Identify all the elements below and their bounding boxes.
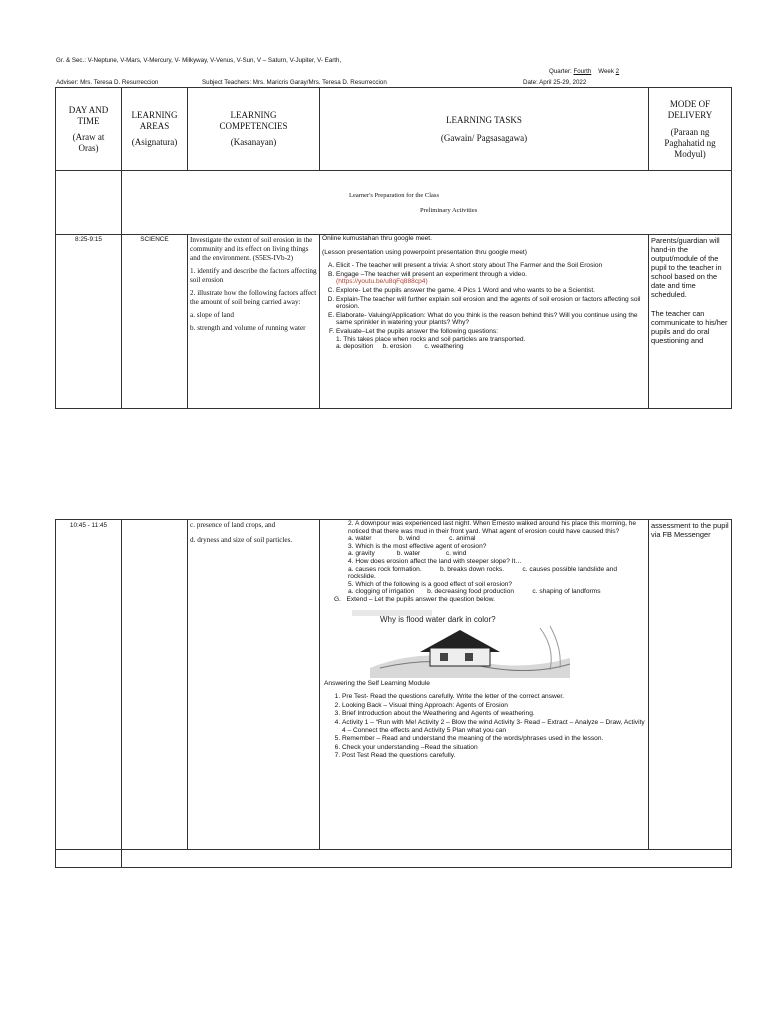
row3-empty [122, 850, 732, 868]
task-extend: G. Extend – Let the pupils answer the question below. [334, 595, 495, 603]
row2-mode: assessment to the pupil via FB Messenger [649, 520, 732, 850]
flood-caption: Why is flood water dark in color? [380, 614, 496, 624]
row1-area: SCIENCE [122, 235, 188, 409]
task-elicit: A. Elicit - The teacher will present a trivia: A short story about The Farmer and the Soil Erosion [336, 262, 646, 270]
task-elaborate: E. Elaborate- Valuing/Application: What do you think is the reason behind this? Will you continue using the same sprinkler in watering your plants? Why? [336, 312, 646, 327]
quarter-value: Fourth [573, 68, 592, 75]
col-mode: MODE OF DELIVERY (Paraan ng Paghahatid ng Modyul) [649, 88, 732, 171]
grade-section: Gr. & Sec.: V-Neptune, V-Mars, V-Mercury, V- Milkyway, V-Venus, V-Sun, V – Saturn, V-Jupiter, V- Earth, [56, 57, 342, 64]
row1-time: 8:25-9:15 [56, 235, 122, 409]
col-tasks: LEARNING TASKS (Gawain/ Pagsasagawa) [320, 88, 649, 171]
col-day-time: DAY AND TIME (Araw at Oras) [56, 88, 122, 171]
row3-time [56, 850, 122, 868]
col-competencies: LEARNING COMPETENCIES (Kasanayan) [188, 88, 320, 171]
plan-table-page1 [55, 87, 732, 409]
row1-competencies: Investigate the extent of soil erosion in the community and its effect on living things and the environment. (S5ES-IVb-2) 1. identify and describe the factors affecting soil erosion 2. illustrate how the following factors affect the amount of soil being carried away: a. slope of land b. strength and volume of running water [188, 235, 320, 409]
row1-tasks: Online kumustahan thru google meet. (Lesson presentation using powerpoint presentation thru google meet) A. Elicit - The teacher will present a trivia: A short story about The Farmer and the Soil Erosion B. Engage –The teacher will present an experiment through a video. (https://youtu.be/u8qFq888cp4) C. Explore- Let the pupils answer the game. 4 Pics 1 Word and who wants to be a Scientist. D. Explain-The teacher will further explain soil erosion and the agents of soil erosion or factors affecting soil erosion. E. Elaborate- Valuing/Application: What do you think is the reason behind this? Will you continue using the same sprinkler in watering your plants? Why? F. Evaluate–Let the pupils answer the following questions: 1. This takes place when rocks and soil particles are transported. a. deposition b. erosion c. weathering [320, 235, 649, 409]
prep-empty-cell [56, 171, 122, 235]
self-learning-title: Answering the Self Learning Module [324, 679, 430, 687]
quarter-week [549, 68, 619, 75]
task-explain: D. Explain-The teacher will further explain soil erosion and the agents of soil erosion or factors affecting soil erosion. [336, 296, 646, 311]
quarter-label: Quarter: [549, 68, 572, 75]
prep-title: Learner's Preparation for the Class [349, 191, 439, 199]
week-label: Week [598, 68, 614, 75]
week-value: 2 [615, 68, 620, 75]
plan-table-page2 [55, 519, 732, 868]
col-areas: LEARNING AREAS (Asignatura) [122, 88, 188, 171]
row2-competencies: c. presence of land crops, and d. dryness and size of soil particles. [188, 520, 320, 850]
video-link[interactable]: (https://youtu.be/u8qFq888cp4) [336, 278, 428, 286]
row2-tasks: 2. A downpour was experienced last night. When Ernesto walked around his place this morning, he noticed that there was mud in their front yard. What agent of erosion could have caused this? a. water b. wind c. animal 3. Which is the most effective agent of erosion? a. gravity b. water c. wind 4. How does erosion affect the land with steeper slope? It… a. causes rock formation. b. breaks down rocks. c. causes possible landslide and rockslide. 5. Which of the following is a good effect of soil erosion? a. clogging of irrigation b. decreasing food production c. shaping of landforms G. Extend – Let the pupils answer the question below. Why is flood water dark in color? Answering the Self Learning Module 1. Pre Test- Read the questions carefully. Write the letter of the correct answer. 2. Looking Back – Visual thing Approach: Agents of Erosion 3. Brief Introduction about the Weathering and Agents of weathering. 4. Activity 1 – “Run with Me! Activity 2 – Blow the wind Activity 3- Read – Extract – Analyze – Draw, Activity 4 – Connect the effects and Activity 5 Plan what you can 5. Remember – Read and understand the meaning of the words/phrases used in the lesson. 6. Check your understanding –Read the situation 7. Post Test Read the questions carefully. [320, 520, 649, 850]
task-engage: B. Engage –The teacher will present an experiment through a video. (https://youtu.be/u8qFq888cp4) [336, 271, 646, 286]
task-explore: C. Explore- Let the pupils answer the game. 4 Pics 1 Word and who wants to be a Scientist. [336, 287, 646, 295]
row2-area [122, 520, 188, 850]
flood-image [350, 608, 572, 678]
subject-teachers: Subject Teachers: Mrs. Maricris Garay/Mrs. Teresa D. Resurreccion [202, 79, 387, 86]
prep-subtitle: Preliminary Activities [420, 206, 478, 214]
prep-cell [122, 171, 732, 235]
date: Date: April 25-29, 2022 [523, 79, 587, 86]
row1-mode: Parents/guardian will hand-in the output/module of the pupil to the teacher in school based on the date and time scheduled. The teacher can communicate to his/her pupils and do oral questioning and [649, 235, 732, 409]
row2-time: 10:45 - 11:45 [56, 520, 122, 850]
task-evaluate: F. Evaluate–Let the pupils answer the following questions: 1. This takes place when rocks and soil particles are transported. a. deposition b. erosion c. weathering [336, 328, 646, 351]
adviser: Adviser: Mrs. Teresa D. Resurreccion [56, 79, 159, 86]
